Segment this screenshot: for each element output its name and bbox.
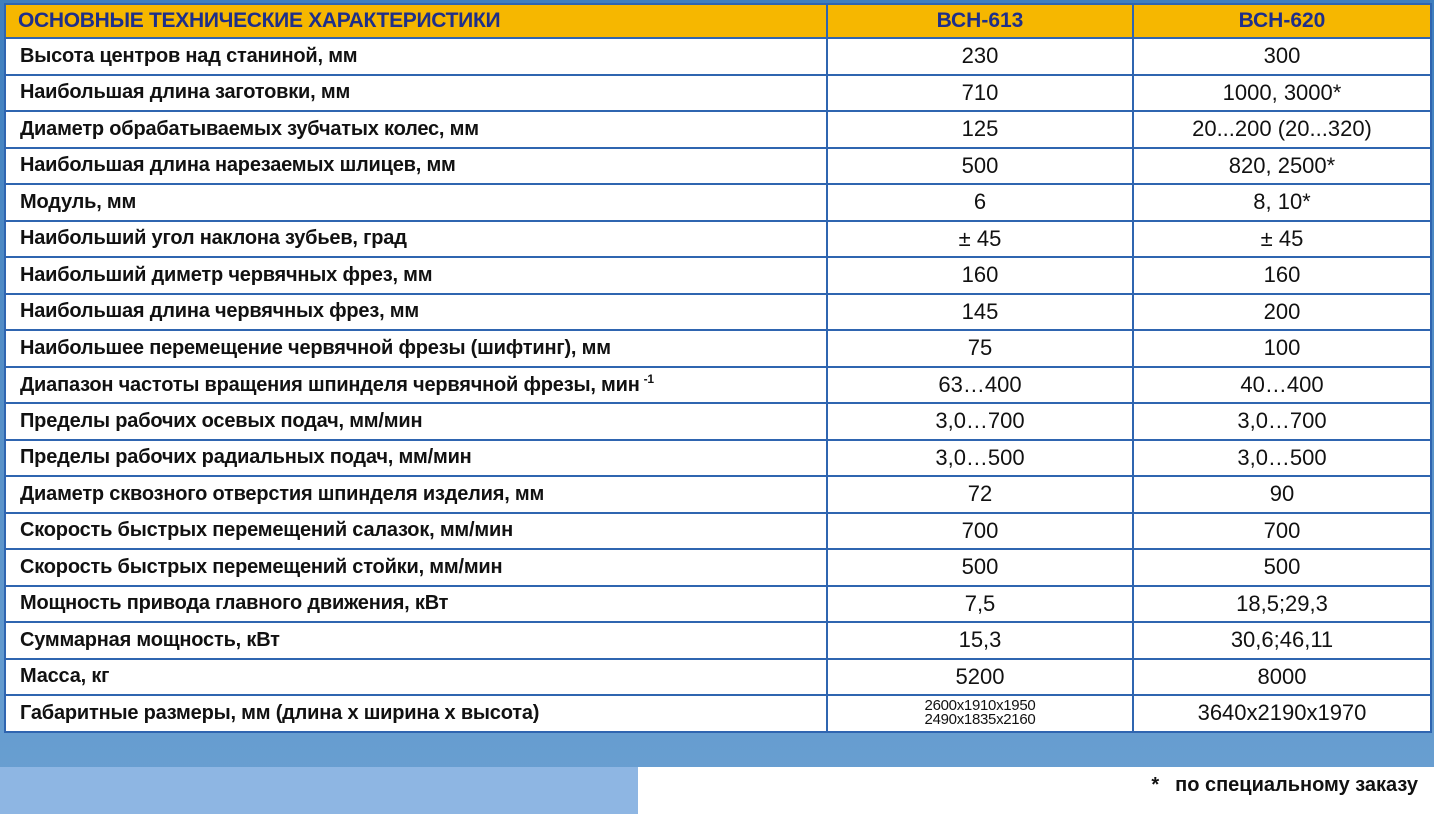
table-row bbox=[5, 622, 1431, 659]
row-param bbox=[5, 148, 827, 185]
row-param-text: Диапазон частоты вращения шпинделя червячной фрезы, мин bbox=[20, 374, 640, 397]
row-value-1: 500 bbox=[827, 148, 1133, 185]
row-value-2: 3640x2190x1970 bbox=[1133, 695, 1431, 732]
row-param-text: Наибольшее перемещение червячной фрезы (шифтинг), мм bbox=[20, 336, 611, 359]
row-value-1 bbox=[827, 695, 1133, 732]
row-param bbox=[5, 622, 827, 659]
row-param-text: Наибольший угол наклона зубьев, град bbox=[20, 227, 407, 250]
row-value-2: 200 bbox=[1133, 294, 1431, 331]
row-value-2: 500 bbox=[1133, 549, 1431, 586]
row-param bbox=[5, 294, 827, 331]
row-param-superscript: -1 bbox=[643, 372, 654, 387]
table-row bbox=[5, 330, 1431, 367]
row-param bbox=[5, 257, 827, 294]
row-param bbox=[5, 221, 827, 258]
table-row bbox=[5, 403, 1431, 440]
row-value-2: 40…400 bbox=[1133, 367, 1431, 404]
table-row bbox=[5, 659, 1431, 696]
header-model-2: ВСН-620 bbox=[1133, 4, 1431, 38]
row-param-text: Скорость быстрых перемещений салазок, мм/мин bbox=[20, 519, 513, 542]
row-value-2: 300 bbox=[1133, 38, 1431, 75]
table-row bbox=[5, 38, 1431, 75]
table-row bbox=[5, 294, 1431, 331]
row-value-2: 700 bbox=[1133, 513, 1431, 550]
row-param-text: Диаметр сквозного отверстия шпинделя изделия, мм bbox=[20, 482, 545, 505]
row-param-text: Высота центров над станиной, мм bbox=[20, 44, 358, 67]
footnote bbox=[1151, 774, 1418, 797]
row-value-2: 3,0…500 bbox=[1133, 440, 1431, 477]
row-param bbox=[5, 184, 827, 221]
row-param bbox=[5, 367, 827, 404]
table-row bbox=[5, 184, 1431, 221]
table-row-last bbox=[5, 695, 1431, 732]
row-value-1: 700 bbox=[827, 513, 1133, 550]
row-value-1: 15,3 bbox=[827, 622, 1133, 659]
spec-table-body bbox=[5, 38, 1431, 732]
header-param: ОСНОВНЫЕ ТЕХНИЧЕСКИЕ ХАРАКТЕРИСТИКИ bbox=[5, 4, 827, 38]
table-row bbox=[5, 513, 1431, 550]
table-row bbox=[5, 440, 1431, 477]
row-value-1: ± 45 bbox=[827, 221, 1133, 258]
row-param-text: Наибольшая длина нарезаемых шлицев, мм bbox=[20, 154, 456, 177]
table-row bbox=[5, 148, 1431, 185]
row-param bbox=[5, 75, 827, 112]
row-value-1: 63…400 bbox=[827, 367, 1133, 404]
row-value-1: 3,0…500 bbox=[827, 440, 1133, 477]
table-row bbox=[5, 257, 1431, 294]
row-value-1-line2: 2490x1835x2160 bbox=[924, 711, 1036, 729]
row-param-text: Мощность привода главного движения, кВт bbox=[20, 592, 449, 615]
row-value-2: 8000 bbox=[1133, 659, 1431, 696]
row-value-2: 160 bbox=[1133, 257, 1431, 294]
row-param-text: Диаметр обрабатываемых зубчатых колес, мм bbox=[20, 117, 479, 140]
row-value-1: 145 bbox=[827, 294, 1133, 331]
decorative-blue-band bbox=[0, 767, 638, 814]
table-row bbox=[5, 549, 1431, 586]
row-param bbox=[5, 403, 827, 440]
table-row bbox=[5, 111, 1431, 148]
header-model-1: ВСН-613 bbox=[827, 4, 1133, 38]
row-param bbox=[5, 659, 827, 696]
row-value-1: 3,0…700 bbox=[827, 403, 1133, 440]
row-value-2: 90 bbox=[1133, 476, 1431, 513]
row-value-1-line1: 2600x1910x1950 bbox=[924, 697, 1036, 715]
footnote-star: * bbox=[1151, 774, 1160, 796]
row-value-1: 6 bbox=[827, 184, 1133, 221]
table-row bbox=[5, 75, 1431, 112]
row-value-1: 710 bbox=[827, 75, 1133, 112]
row-param-text: Наибольшая длина заготовки, мм bbox=[20, 81, 351, 104]
row-value-2: 3,0…700 bbox=[1133, 403, 1431, 440]
row-param-text: Наибольшая длина червячных фрез, мм bbox=[20, 300, 419, 323]
row-value-1: 125 bbox=[827, 111, 1133, 148]
table-row bbox=[5, 586, 1431, 623]
row-value-2: 30,6;46,11 bbox=[1133, 622, 1431, 659]
row-value-1: 5200 bbox=[827, 659, 1133, 696]
table-row bbox=[5, 221, 1431, 258]
row-value-2: 18,5;29,3 bbox=[1133, 586, 1431, 623]
row-param bbox=[5, 476, 827, 513]
row-param-text: Пределы рабочих радиальных подач, мм/мин bbox=[20, 446, 472, 469]
row-value-1: 72 bbox=[827, 476, 1133, 513]
footnote-text: по специальному заказу bbox=[1175, 774, 1418, 796]
table-row bbox=[5, 476, 1431, 513]
row-param: Габаритные размеры, мм (длина х ширина х высота) bbox=[5, 695, 827, 732]
row-value-2: 100 bbox=[1133, 330, 1431, 367]
row-param bbox=[5, 440, 827, 477]
row-value-1: 230 bbox=[827, 38, 1133, 75]
row-param-text: Масса, кг bbox=[20, 665, 110, 688]
table-row bbox=[5, 367, 1431, 404]
row-param-text: Пределы рабочих осевых подач, мм/мин bbox=[20, 409, 423, 432]
row-value-2: 820, 2500* bbox=[1133, 148, 1431, 185]
spec-table bbox=[4, 3, 1432, 733]
row-value-1: 500 bbox=[827, 549, 1133, 586]
row-param bbox=[5, 513, 827, 550]
row-value-2: 1000, 3000* bbox=[1133, 75, 1431, 112]
row-value-2: 20...200 (20...320) bbox=[1133, 111, 1431, 148]
row-value-2: 8, 10* bbox=[1133, 184, 1431, 221]
spec-table-frame bbox=[4, 3, 1430, 767]
row-param bbox=[5, 38, 827, 75]
row-param bbox=[5, 549, 827, 586]
row-param bbox=[5, 330, 827, 367]
row-param-text: Скорость быстрых перемещений стойки, мм/мин bbox=[20, 555, 503, 578]
row-value-1: 75 bbox=[827, 330, 1133, 367]
table-header-row bbox=[5, 4, 1431, 38]
row-param bbox=[5, 586, 827, 623]
row-value-1: 7,5 bbox=[827, 586, 1133, 623]
row-param-text: Наибольший диметр червячных фрез, мм bbox=[20, 263, 433, 286]
row-param-text: Модуль, мм bbox=[20, 190, 137, 213]
row-value-2: ± 45 bbox=[1133, 221, 1431, 258]
row-param-text: Суммарная мощность, кВт bbox=[20, 628, 280, 651]
row-param bbox=[5, 111, 827, 148]
row-value-1: 160 bbox=[827, 257, 1133, 294]
